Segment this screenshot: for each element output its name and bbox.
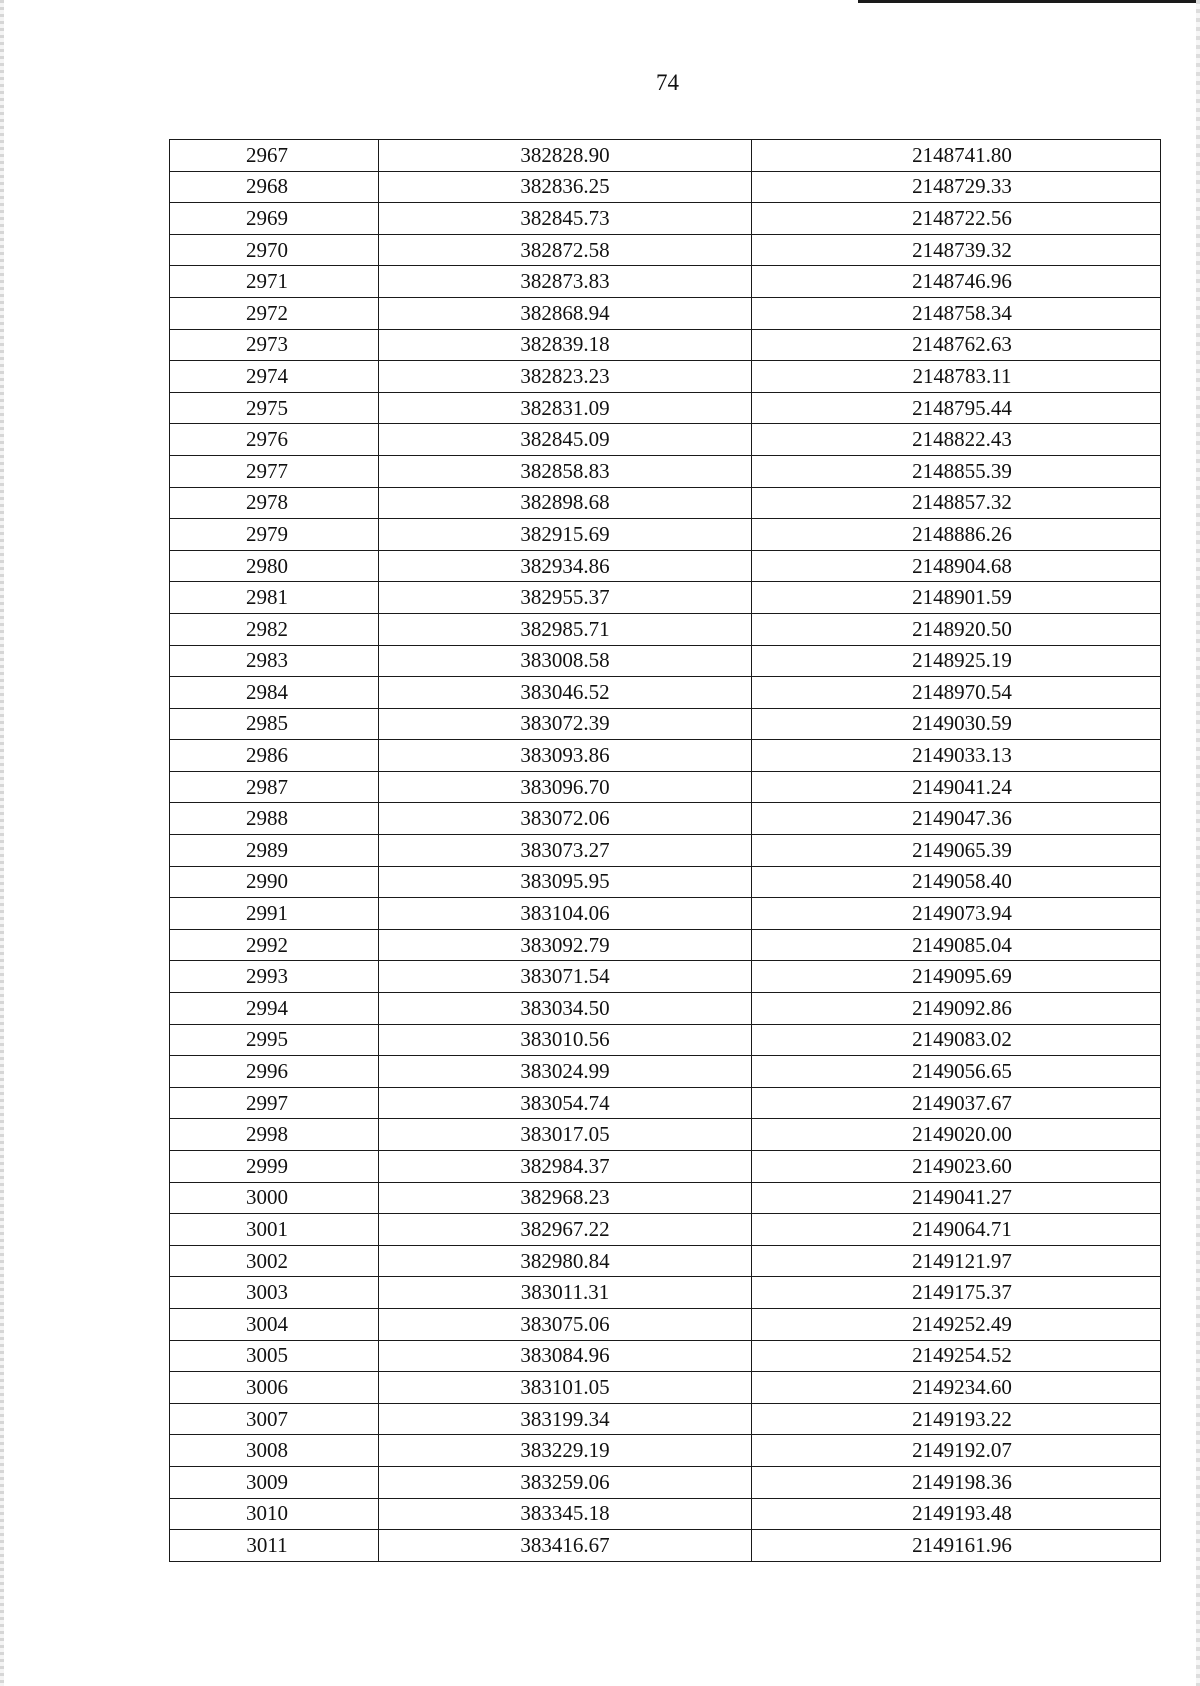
table-row — [170, 929, 1161, 961]
point-number-cell: 2970 — [170, 234, 379, 266]
y-coordinate-cell: 2149192.07 — [752, 1435, 1161, 1467]
x-coordinate-cell: 382898.68 — [379, 487, 752, 519]
table-row — [170, 1151, 1161, 1183]
y-coordinate-cell: 2149252.49 — [752, 1308, 1161, 1340]
point-number-cell: 2993 — [170, 961, 379, 993]
y-coordinate-cell: 2148729.33 — [752, 171, 1161, 203]
table-row — [170, 1056, 1161, 1088]
x-coordinate-cell: 382915.69 — [379, 519, 752, 551]
table-row — [170, 835, 1161, 867]
y-coordinate-cell: 2149198.36 — [752, 1466, 1161, 1498]
x-coordinate-cell: 382980.84 — [379, 1245, 752, 1277]
y-coordinate-cell: 2148925.19 — [752, 645, 1161, 677]
table-row — [170, 993, 1161, 1025]
x-coordinate-cell: 383259.06 — [379, 1466, 752, 1498]
point-number-cell: 2979 — [170, 519, 379, 551]
table-row — [170, 361, 1161, 393]
x-coordinate-cell: 383008.58 — [379, 645, 752, 677]
point-number-cell: 2987 — [170, 771, 379, 803]
x-coordinate-cell: 382984.37 — [379, 1151, 752, 1183]
x-coordinate-cell: 382968.23 — [379, 1182, 752, 1214]
x-coordinate-cell: 382836.25 — [379, 171, 752, 203]
table-row — [170, 708, 1161, 740]
table-row — [170, 1277, 1161, 1309]
y-coordinate-cell: 2149193.22 — [752, 1403, 1161, 1435]
x-coordinate-cell: 383199.34 — [379, 1403, 752, 1435]
y-coordinate-cell: 2149073.94 — [752, 898, 1161, 930]
table-row — [170, 550, 1161, 582]
point-number-cell: 2982 — [170, 613, 379, 645]
y-coordinate-cell: 2148722.56 — [752, 203, 1161, 235]
x-coordinate-cell: 383093.86 — [379, 740, 752, 772]
point-number-cell: 2992 — [170, 929, 379, 961]
x-coordinate-cell: 383101.05 — [379, 1372, 752, 1404]
top-rule — [858, 0, 1200, 3]
y-coordinate-cell: 2149058.40 — [752, 866, 1161, 898]
table-row — [170, 1340, 1161, 1372]
point-number-cell: 2991 — [170, 898, 379, 930]
y-coordinate-cell: 2148758.34 — [752, 297, 1161, 329]
y-coordinate-cell: 2148857.32 — [752, 487, 1161, 519]
y-coordinate-cell: 2149092.86 — [752, 993, 1161, 1025]
table-row — [170, 803, 1161, 835]
point-number-cell: 3003 — [170, 1277, 379, 1309]
point-number-cell: 2988 — [170, 803, 379, 835]
point-number-cell: 2997 — [170, 1087, 379, 1119]
table-row — [170, 613, 1161, 645]
coordinate-table — [169, 139, 1161, 1562]
table-row — [170, 1498, 1161, 1530]
table-row — [170, 1403, 1161, 1435]
point-number-cell: 2977 — [170, 455, 379, 487]
x-coordinate-cell: 383229.19 — [379, 1435, 752, 1467]
table-row — [170, 1372, 1161, 1404]
point-number-cell: 2978 — [170, 487, 379, 519]
x-coordinate-cell: 383075.06 — [379, 1308, 752, 1340]
point-number-cell: 3000 — [170, 1182, 379, 1214]
point-number-cell: 3005 — [170, 1340, 379, 1372]
table-row — [170, 203, 1161, 235]
y-coordinate-cell: 2149023.60 — [752, 1151, 1161, 1183]
point-number-cell: 2986 — [170, 740, 379, 772]
y-coordinate-cell: 2149065.39 — [752, 835, 1161, 867]
point-number-cell: 2972 — [170, 297, 379, 329]
x-coordinate-cell: 382823.23 — [379, 361, 752, 393]
x-coordinate-cell: 383345.18 — [379, 1498, 752, 1530]
table-row — [170, 1087, 1161, 1119]
point-number-cell: 2984 — [170, 677, 379, 709]
y-coordinate-cell: 2149121.97 — [752, 1245, 1161, 1277]
point-number-cell: 2983 — [170, 645, 379, 677]
point-number-cell: 2990 — [170, 866, 379, 898]
table-row — [170, 645, 1161, 677]
x-coordinate-cell: 382858.83 — [379, 455, 752, 487]
y-coordinate-cell: 2149175.37 — [752, 1277, 1161, 1309]
x-coordinate-cell: 382873.83 — [379, 266, 752, 298]
x-coordinate-cell: 383416.67 — [379, 1530, 752, 1562]
point-number-cell: 2994 — [170, 993, 379, 1025]
table-row — [170, 424, 1161, 456]
table-row — [170, 740, 1161, 772]
table-row — [170, 1530, 1161, 1562]
table-row — [170, 171, 1161, 203]
table-row — [170, 519, 1161, 551]
x-coordinate-cell: 382845.09 — [379, 424, 752, 456]
x-coordinate-cell: 382831.09 — [379, 392, 752, 424]
point-number-cell: 2998 — [170, 1119, 379, 1151]
point-number-cell: 2995 — [170, 1024, 379, 1056]
point-number-cell: 2968 — [170, 171, 379, 203]
point-number-cell: 3007 — [170, 1403, 379, 1435]
y-coordinate-cell: 2149193.48 — [752, 1498, 1161, 1530]
y-coordinate-cell: 2149037.67 — [752, 1087, 1161, 1119]
y-coordinate-cell: 2149083.02 — [752, 1024, 1161, 1056]
page-number: 74 — [656, 70, 679, 95]
y-coordinate-cell: 2148783.11 — [752, 361, 1161, 393]
x-coordinate-cell: 383010.56 — [379, 1024, 752, 1056]
table-row — [170, 487, 1161, 519]
table-row — [170, 677, 1161, 709]
point-number-cell: 2999 — [170, 1151, 379, 1183]
point-number-cell: 3004 — [170, 1308, 379, 1340]
x-coordinate-cell: 383071.54 — [379, 961, 752, 993]
point-number-cell: 3010 — [170, 1498, 379, 1530]
x-coordinate-cell: 383017.05 — [379, 1119, 752, 1151]
y-coordinate-cell: 2148970.54 — [752, 677, 1161, 709]
x-coordinate-cell: 383072.06 — [379, 803, 752, 835]
point-number-cell: 2981 — [170, 582, 379, 614]
scan-edge-left — [0, 0, 4, 1686]
x-coordinate-cell: 382845.73 — [379, 203, 752, 235]
y-coordinate-cell: 2149064.71 — [752, 1214, 1161, 1246]
y-coordinate-cell: 2148855.39 — [752, 455, 1161, 487]
x-coordinate-cell: 383104.06 — [379, 898, 752, 930]
x-coordinate-cell: 383092.79 — [379, 929, 752, 961]
y-coordinate-cell: 2148741.80 — [752, 140, 1161, 172]
y-coordinate-cell: 2149161.96 — [752, 1530, 1161, 1562]
point-number-cell: 3006 — [170, 1372, 379, 1404]
table-row — [170, 771, 1161, 803]
point-number-cell: 3008 — [170, 1435, 379, 1467]
point-number-cell: 3001 — [170, 1214, 379, 1246]
table-row — [170, 455, 1161, 487]
table-row — [170, 266, 1161, 298]
scan-edge-right — [1196, 0, 1200, 1686]
y-coordinate-cell: 2148901.59 — [752, 582, 1161, 614]
table-row — [170, 866, 1161, 898]
x-coordinate-cell: 383073.27 — [379, 835, 752, 867]
x-coordinate-cell: 382868.94 — [379, 297, 752, 329]
x-coordinate-cell: 382839.18 — [379, 329, 752, 361]
table-row — [170, 1245, 1161, 1277]
y-coordinate-cell: 2149030.59 — [752, 708, 1161, 740]
table-row — [170, 898, 1161, 930]
point-number-cell: 2975 — [170, 392, 379, 424]
y-coordinate-cell: 2149056.65 — [752, 1056, 1161, 1088]
point-number-cell: 2971 — [170, 266, 379, 298]
x-coordinate-cell: 383072.39 — [379, 708, 752, 740]
y-coordinate-cell: 2148762.63 — [752, 329, 1161, 361]
y-coordinate-cell: 2148886.26 — [752, 519, 1161, 551]
x-coordinate-cell: 383024.99 — [379, 1056, 752, 1088]
point-number-cell: 2989 — [170, 835, 379, 867]
y-coordinate-cell: 2148822.43 — [752, 424, 1161, 456]
point-number-cell: 3002 — [170, 1245, 379, 1277]
point-number-cell: 2996 — [170, 1056, 379, 1088]
y-coordinate-cell: 2149095.69 — [752, 961, 1161, 993]
y-coordinate-cell: 2148904.68 — [752, 550, 1161, 582]
x-coordinate-cell: 383096.70 — [379, 771, 752, 803]
x-coordinate-cell: 383011.31 — [379, 1277, 752, 1309]
y-coordinate-cell: 2148920.50 — [752, 613, 1161, 645]
table-row — [170, 329, 1161, 361]
table-row — [170, 1119, 1161, 1151]
point-number-cell: 2980 — [170, 550, 379, 582]
y-coordinate-cell: 2148746.96 — [752, 266, 1161, 298]
point-number-cell: 2967 — [170, 140, 379, 172]
point-number-cell: 3009 — [170, 1466, 379, 1498]
y-coordinate-cell: 2149033.13 — [752, 740, 1161, 772]
y-coordinate-cell: 2149234.60 — [752, 1372, 1161, 1404]
x-coordinate-cell: 383084.96 — [379, 1340, 752, 1372]
x-coordinate-cell: 382828.90 — [379, 140, 752, 172]
point-number-cell: 2976 — [170, 424, 379, 456]
y-coordinate-cell: 2149041.27 — [752, 1182, 1161, 1214]
coordinate-table-body — [170, 140, 1161, 1562]
table-row — [170, 297, 1161, 329]
y-coordinate-cell: 2149254.52 — [752, 1340, 1161, 1372]
x-coordinate-cell: 383046.52 — [379, 677, 752, 709]
table-row — [170, 1182, 1161, 1214]
y-coordinate-cell: 2148739.32 — [752, 234, 1161, 266]
point-number-cell: 2985 — [170, 708, 379, 740]
table-row — [170, 961, 1161, 993]
x-coordinate-cell: 382955.37 — [379, 582, 752, 614]
table-row — [170, 1466, 1161, 1498]
table-row — [170, 582, 1161, 614]
y-coordinate-cell: 2149041.24 — [752, 771, 1161, 803]
table-row — [170, 392, 1161, 424]
y-coordinate-cell: 2148795.44 — [752, 392, 1161, 424]
x-coordinate-cell: 382934.86 — [379, 550, 752, 582]
x-coordinate-cell: 382967.22 — [379, 1214, 752, 1246]
y-coordinate-cell: 2149047.36 — [752, 803, 1161, 835]
x-coordinate-cell: 383054.74 — [379, 1087, 752, 1119]
table-row — [170, 1024, 1161, 1056]
table-row — [170, 1214, 1161, 1246]
table-row — [170, 1308, 1161, 1340]
table-row — [170, 234, 1161, 266]
x-coordinate-cell: 382985.71 — [379, 613, 752, 645]
point-number-cell: 3011 — [170, 1530, 379, 1562]
point-number-cell: 2973 — [170, 329, 379, 361]
table-row — [170, 140, 1161, 172]
x-coordinate-cell: 382872.58 — [379, 234, 752, 266]
y-coordinate-cell: 2149020.00 — [752, 1119, 1161, 1151]
table-row — [170, 1435, 1161, 1467]
point-number-cell: 2974 — [170, 361, 379, 393]
y-coordinate-cell: 2149085.04 — [752, 929, 1161, 961]
point-number-cell: 2969 — [170, 203, 379, 235]
x-coordinate-cell: 383095.95 — [379, 866, 752, 898]
x-coordinate-cell: 383034.50 — [379, 993, 752, 1025]
